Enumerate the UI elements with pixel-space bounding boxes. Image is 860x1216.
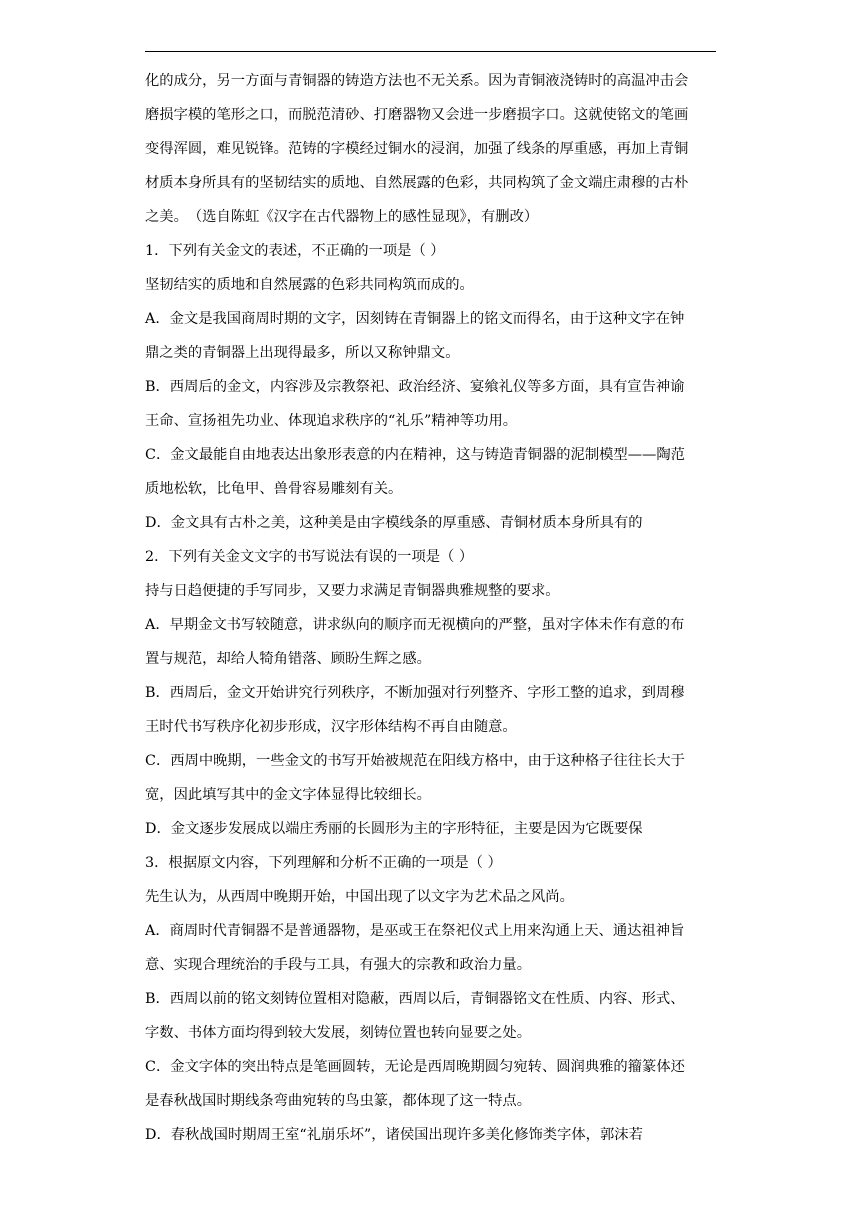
- option-text: A．商周时代青铜器不是普通器物，是巫或王在祭祀仪式上用来沟通上天、通达祖神旨: [145, 923, 685, 939]
- option-text: C．西周中晚期，一些金文的书写开始被规范在阳线方格中，由于这种格子往往长大于: [145, 753, 685, 769]
- option-text: B．西周以前的铭文刻铸位置相对隐蔽，西周以后，青铜器铭文在性质、内容、形式、: [145, 991, 685, 1007]
- option-text: A．早期金文书写较随意，讲求纵向的顺序而无视横向的严整，虽对字体未作有意的布: [145, 617, 685, 633]
- question-1: [145, 234, 725, 540]
- option-text: C．金文字体的突出特点是笔画圆转，无论是西周晚期圆匀宛转、圆润典雅的籀篆体还: [145, 1059, 685, 1075]
- option-text: 质地松软，比龟甲、兽骨容易雕刻有关。: [145, 481, 403, 497]
- passage-line: 磨损字模的笔形之口，而脱范清砂、打磨器物又会进一步磨损字口。这就使铭文的笔画: [145, 107, 689, 123]
- passage-line: 材质本身所具有的坚韧结实的质地、自然展露的色彩，共同构筑了金文端庄肃穆的古朴: [145, 175, 689, 191]
- question-3: [145, 846, 725, 1152]
- option-text: D．金文具有古朴之美，这种美是由字模线条的厚重感、青铜材质本身所具有的: [145, 515, 643, 531]
- option-text: 王命、宣扬祖先功业、体现追求秩序的“礼乐”精神等功用。: [145, 413, 518, 429]
- option-b: [145, 370, 725, 438]
- option-b: [145, 676, 725, 744]
- passage-line: 变得浑圆，难见锐锋。范铸的字模经过铜水的浸润，加强了线条的厚重感，再加上青铜: [145, 141, 689, 157]
- option-text: 字数、书体方面均得到较大发展，刻铸位置也转向显要之处。: [145, 1025, 532, 1041]
- option-text: 意、实现合理统治的手段与工具，有强大的宗教和政治力量。: [145, 957, 532, 973]
- question-stem: 3．根据原文内容，下列理解和分析不正确的一项是（ ）: [145, 855, 502, 871]
- passage: [145, 64, 725, 234]
- option-text: D．金文逐步发展成以端庄秀丽的长圆形为主的字形特征，主要是因为它既要保: [145, 821, 643, 837]
- option-text: D．春秋战国时期周王室“礼崩乐坏”，诸侯国出现许多美化修饰类字体，郭沫若: [145, 1127, 643, 1143]
- question-continuation: 持与日趋便捷的手写同步，又要力求满足青铜器典雅规整的要求。: [145, 583, 560, 599]
- option-a: [145, 302, 725, 370]
- option-a: [145, 914, 725, 982]
- question-continuation: 坚韧结实的质地和自然展露的色彩共同构筑而成的。: [145, 277, 474, 293]
- passage-source-line: 之美。 （选自陈虹《汉字在古代器物上的感性显现》，有删改）: [145, 209, 539, 225]
- option-text: 王时代书写秩序化初步形成，汉字形体结构不再自由随意。: [145, 719, 517, 735]
- option-a: [145, 608, 725, 676]
- question-stem: 2．下列有关金文文字的书写说法有误的一项是（ ）: [145, 549, 474, 565]
- option-text: C．金文最能自由地表达出象形表意的内在精神，这与铸造青铜器的泥制模型——陶范: [145, 447, 685, 463]
- option-c: [145, 1050, 725, 1118]
- option-text: B．西周后的金文，内容涉及宗教祭祀、政治经济、宴飨礼仪等多方面，具有宣告神谕: [145, 379, 685, 395]
- option-text: 宽，因此填写其中的金文字体显得比较细长。: [145, 787, 431, 803]
- option-c: [145, 744, 725, 812]
- option-d: [145, 506, 725, 540]
- question-continuation: 先生认为，从西周中晚期开始，中国出现了以文字为艺术品之风尚。: [145, 889, 574, 905]
- question-stem: 1．下列有关金文的表述，不正确的一项是（ ）: [145, 243, 445, 259]
- option-b: [145, 982, 725, 1050]
- document-content: [145, 64, 725, 1152]
- option-d: [145, 812, 725, 846]
- option-d: [145, 1118, 725, 1152]
- header-rule: [145, 51, 716, 52]
- option-text: A．金文是我国商周时期的文字，因刻铸在青铜器上的铭文而得名，由于这种文字在钟: [145, 311, 685, 327]
- option-text: 置与规范，却给人犄角错落、顾盼生辉之感。: [145, 651, 431, 667]
- option-text: 是春秋战国时期线条弯曲宛转的鸟虫篆，都体现了这一特点。: [145, 1093, 532, 1109]
- question-2: [145, 540, 725, 846]
- option-text: 鼎之类的青铜器上出现得最多，所以又称钟鼎文。: [145, 345, 460, 361]
- option-c: [145, 438, 725, 506]
- passage-line: 化的成分，另一方面与青铜器的铸造方法也不无关系。因为青铜液浇铸时的高温冲击会: [145, 73, 689, 89]
- option-text: B．西周后，金文开始讲究行列秩序，不断加强对行列整齐、字形工整的追求，到周穆: [145, 685, 685, 701]
